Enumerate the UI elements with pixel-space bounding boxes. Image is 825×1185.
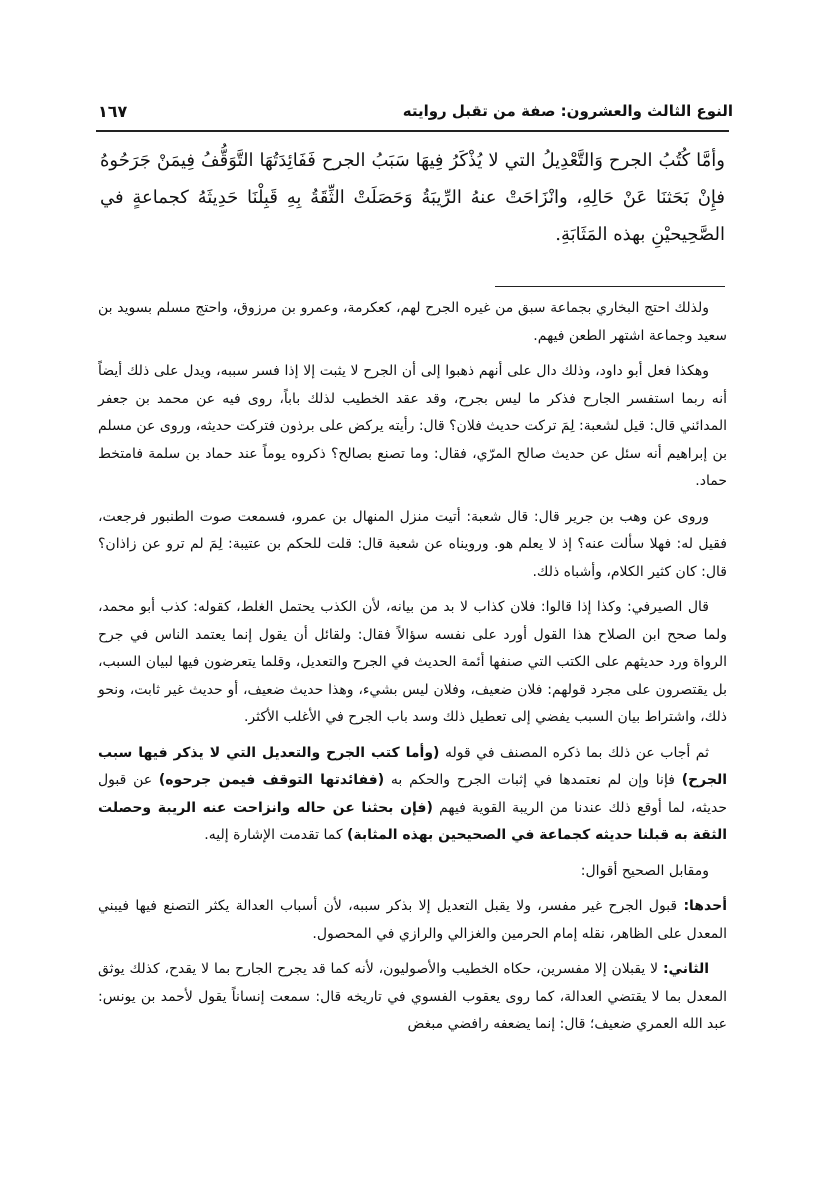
p5-quote-1: (وأما كتب الجرح والتعديل التي لا يذكر فيها سبب الجرح) [98,744,728,788]
p7-lead: أحدها: [683,898,727,914]
p5-quote-2: (ففائدتها التوقف فيمن جرحوه) [158,772,385,788]
note-paragraph-7 [98,893,727,948]
commentary [98,295,727,1047]
header-rule [96,130,729,132]
p8-lead: الثاني: [662,961,709,977]
note-paragraph-1: ولذلك احتج البخاري بجماعة سبق من غيره الجرح لهم، كعكرمة، وعمرو بن مرزوق، واحتج مسلم بسويد بن سعيد وجماعة اشتهر الطعن فيهم. [98,300,727,344]
p5-text-1: ثم أجاب عن ذلك بما ذكره المصنف في قوله [439,744,709,761]
p5-text-4: كما تقدمت الإشارة إليه. [204,827,347,843]
p7-text: قبول الجرح غير مفسر، ولا يقبل التعديل إلا بذكر سببه، لأن أسباب العدالة يكثر التصنع فيها فيبني المعدل على الظاهر، نقله إمام الحرمين والغزالي والرازي في المحصول. [98,898,727,942]
p5-text-2: فإنا وإن لم نعتمدها في إثبات الجرح والحكم به [384,772,682,788]
p5-text-3: عن قبول حديثه، لما أوقع ذلك عندنا من الريبة القوية فيهم [98,772,727,816]
main-text [100,142,725,253]
note-paragraph-6: ومقابل الصحيح أقوال: [580,862,709,879]
note-paragraph-4: قال الصيرفي: وكذا إذا قالوا: فلان كذاب لا بد من بيانه، لأن الكذب يحتمل الغلط، كقوله: كذب أبو محمد، ولما صحح ابن الصلاح هذا القول أورد على نفسه سؤالاً فقال: ولقائل أن يقول إنما يعتمد الناس في جرح الرواة ورد حديثهم على الكتب التي صنفها أئمة الحديث في الجرح والتعديل، وقلما يتعرضون فيها لبيان السبب، بل يقتصرون على مجرد قولهم: فلان ضعيف، وفلان ليس بشيء، وهذا حديث ضعيف، أو حديث غير ثابت، ونحو ذلك، واشتراط بيان السبب يفضي إلى تعطيل ذلك وسد باب الجرح في الأغلب الأكثر. [98,599,727,725]
note-paragraph-2: وهكذا فعل أبو داود، وذلك دال على أنهم ذهبوا إلى أن الجرح لا يثبت إلا إذا فسر سببه، ويدل على ذلك أيضاً أنه ربما استفسر الجارح فذكر ما ليس بجرح، وقد عقد الخطيب لذلك باباً، روى فيه عن محمد بن جعفر المدائني قال: قيل لشعبة: لِمَ تركت حديث فلان؟ قال: رأيته يركض على برذون فتركت حديثه، وروى عن مسلم بن إبراهيم أنه سئل عن حديث صالح المرّي، فقال: وما تصنع بصالح؟ ذكروه يوماً عند حماد بن سلمة فامتخط حماد. [98,363,727,489]
note-paragraph-3: وروى عن وهب بن جرير قال: قال شعبة: أتيت منزل المنهال بن عمرو، فسمعت صوت الطنبور فرجعت، فقيل له: فهلا سألت عنه؟ إذ لا يعلم هو. ورويناه عن شعبة قال: قلت للحكم بن عتيبة: لِمَ لم ترو عن زاذان؟ قال: كان كثير الكلام، وأشباه ذلك. [98,508,727,580]
chapter-title: النوع الثالث والعشرون: صفة من تقبل روايته [402,102,733,120]
main-paragraph: وأمَّا كُتُبُ الجرح وَالتَّعْدِيلُ التي لا يُذْكَرُ فِيهَا سَبَبُ الجرح فَفَائِدَتُهَا التَّوَقُّفُ فِيمَنْ جَرَحُوهُ فإِنْ بَحَثنَا عَنْ حَالِهِ، وانْزَاحَتْ عنهُ الرِّيبَةُ وَحَصَلَتْ الثِّقَةُ بِهِ قَبِلْنَا حَدِيثَهُ كجماعةٍ في الصَّحِيحيْنِ بهذه المَثَابَةِ. [100,150,725,245]
page-number: ١٦٧ [98,102,128,121]
note-paragraph-8 [98,956,727,1039]
p8-text: لا يقبلان إلا مفسرين، حكاه الخطيب والأصوليون، لأنه كما قد يجرح الجارح بما لا يقدح، كذلك يوثق المعدل بما لا يقتضي العدالة، كما روى يعقوب الفسوي في تاريخه قال: سمعت إنساناً يقول لأحمد بن يونس: عبد الله العمري ضعيف؛ قال: إنما يضعفه رافضي مبغض [98,961,727,1032]
p5-quote-3: (فإن بحثنا عن حاله وانزاحت عنه الريبة وحصلت الثقة به قبلنا حديثه كجماعة في الصحيحين بهذه المثابة) [98,799,727,843]
footnote-rule [495,286,725,287]
running-header [92,96,733,130]
note-paragraph-5 [98,740,727,850]
